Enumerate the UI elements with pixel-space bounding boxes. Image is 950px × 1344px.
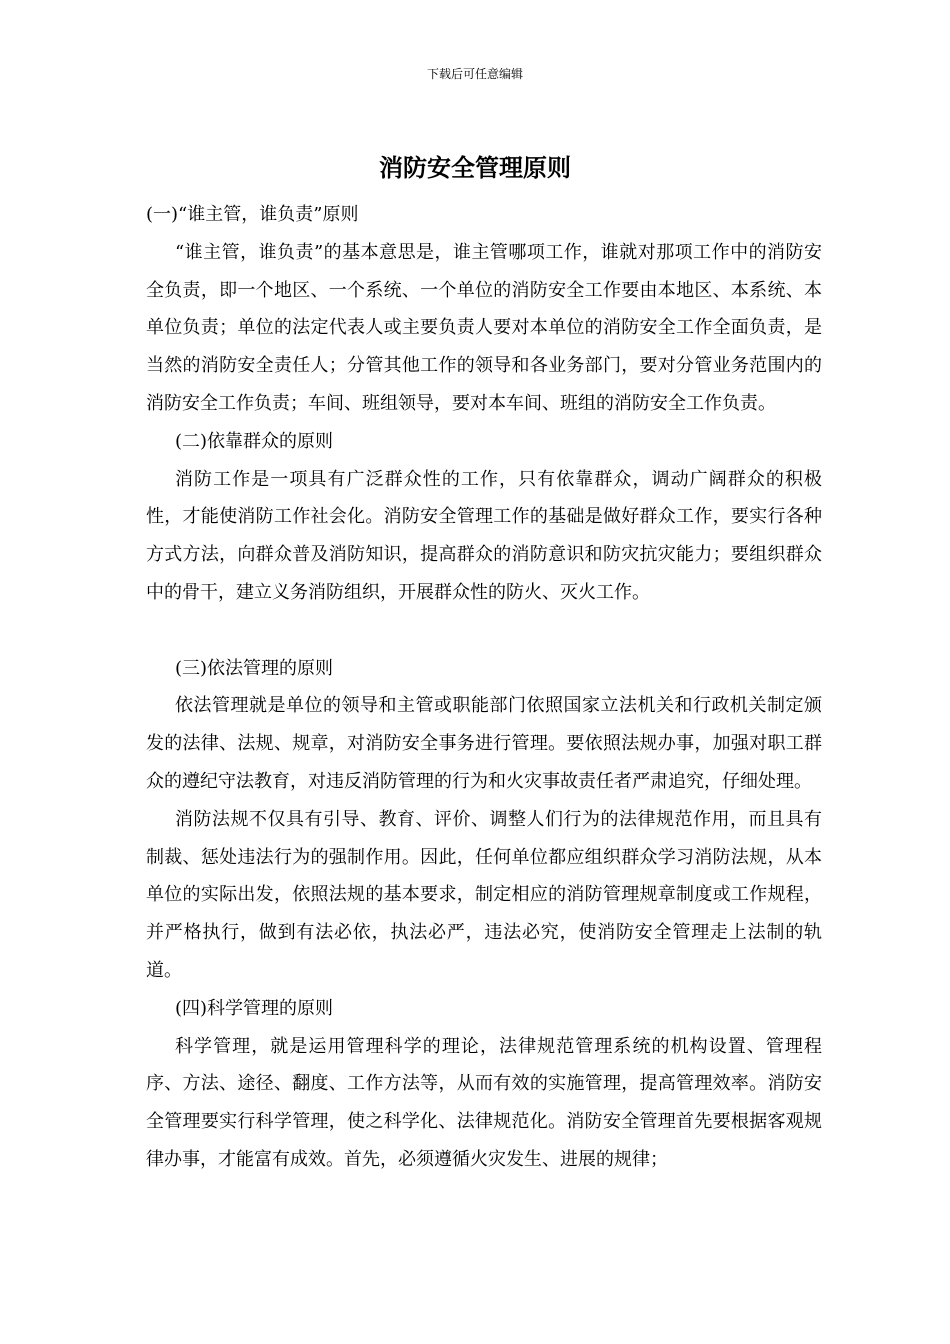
section-1-paragraph: “谁主管，谁负责”的基本意思是，谁主管哪项工作，谁就对那项工作中的消防安全负责，即一个地区、一个系统、一个单位的消防安全工作要由本地区、本系统、本单位负责；单位的法定代表人或主要负责人要对本单位的消防安全工作全面负责，是当然的消防安全责任人；分管其他工作的领导和各业务部门，要对分管业务范围内的消防安全工作负责；车间、班组领导，要对本车间、班组的消防安全工作负责。 bbox=[146, 241, 822, 414]
section-2-paragraph: 消防工作是一项具有广泛群众性的工作，只有依靠群众，调动广阔群众的积极性，才能使消防工作社会化。消防安全管理工作的基础是做好群众工作，要实行各种方式方法，向群众普及消防知识，提高群众的消防意识和防灾抗灾能力；要组织群众中的骨干，建立义务消防组织，开展群众性的防火、灭火工作。 bbox=[146, 468, 822, 603]
section-4-paragraph: 科学管理，就是运用管理科学的理论，法律规范管理系统的机构设置、管理程序、方法、途径、翻度、工作方法等，从而有效的实施管理，提高管理效率。消防安全管理要实行科学管理，使之科学化、法律规范化。消防安全管理首先要根据客观规律办事，才能富有成效。首先，必须遵循火灾发生、进展的规律； bbox=[146, 1035, 822, 1170]
blank-line-spacer bbox=[146, 612, 822, 650]
section-2-heading: (二)依靠群众的原则 bbox=[175, 430, 334, 452]
document-title: 消防安全管理原则 bbox=[379, 153, 571, 182]
section-4-heading: (四)科学管理的原则 bbox=[175, 997, 334, 1019]
document-body bbox=[146, 196, 822, 1179]
section-3-paragraph-2: 消防法规不仅具有引导、教育、评价、调整人们行为的法律规范作用，而且具有制裁、惩处违法行为的强制作用。因此，任何单位都应组织群众学习消防法规，从本单位的实际出发，依照法规的基本要求，制定相应的消防管理规章制度或工作规程，并严格执行，做到有法必依，执法必严，违法必究，使消防安全管理走上法制的轨道。 bbox=[146, 808, 822, 981]
header-note: 下载后可任意编辑 bbox=[426, 67, 523, 81]
section-3-paragraph-1: 依法管理就是单位的领导和主管或职能部门依照国家立法机关和行政机关制定颁发的法律、法规、规章，对消防安全事务进行管理。要依照法规办事，加强对职工群众的遵纪守法教育，对违反消防管理的行为和火灾事故责任者严肃追究，仔细处理。 bbox=[146, 695, 822, 792]
section-3-heading: (三)依法管理的原则 bbox=[175, 657, 334, 679]
section-1-heading: (一)“谁主管，谁负责”原则 bbox=[146, 204, 359, 225]
